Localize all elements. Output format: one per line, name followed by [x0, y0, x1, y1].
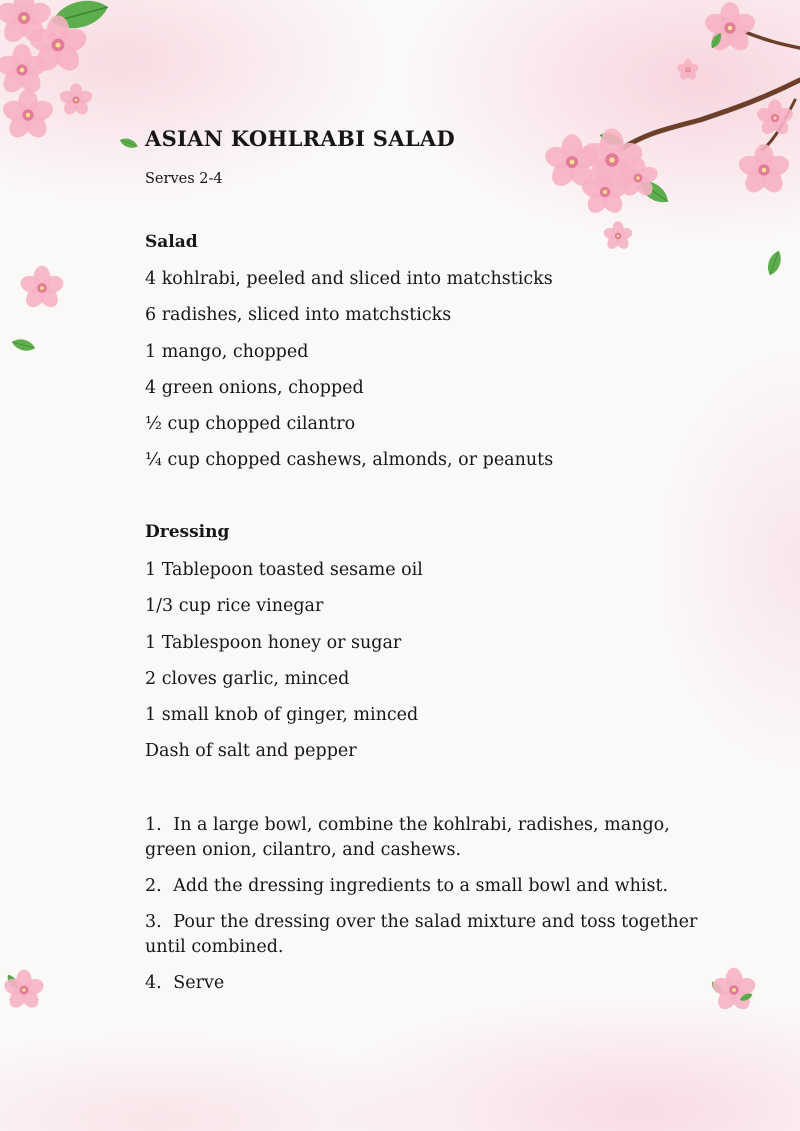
step-text: Pour the dressing over the salad mixture and toss together until combined. [145, 912, 698, 957]
step-text: In a large bowl, combine the kohlrabi, radishes, mango, green onion, cilantro, and cashews. [145, 815, 670, 860]
list-item: 6 radishes, sliced into matchsticks [145, 305, 452, 326]
list-item: 1 Tablepoon toasted sesame oil [145, 560, 423, 580]
step-item [145, 910, 715, 960]
step-number: 1. [145, 815, 162, 835]
salad-heading: Salad [145, 232, 198, 252]
step-item [145, 813, 715, 863]
list-item: ¼ cup chopped cashews, almonds, or peanuts [145, 450, 554, 471]
step-number: 4. [145, 973, 162, 993]
list-item: ½ cup chopped cilantro [145, 414, 356, 435]
step-item [145, 874, 715, 899]
recipe-title: ASIAN KOHLRABI SALAD [145, 126, 456, 151]
step-item [145, 971, 715, 996]
list-item: Dash of salt and pepper [145, 741, 357, 762]
list-item: 1 small knob of ginger, minced [145, 705, 419, 726]
list-item: 1 Tablespoon honey or sugar [145, 632, 402, 653]
step-text: Serve [173, 973, 225, 993]
list-item: 2 cloves garlic, minced [145, 668, 350, 689]
step-text: Add the dressing ingredients to a small bowl and whist. [173, 876, 669, 896]
list-item: 4 kohlrabi, peeled and sliced into matchsticks [145, 269, 553, 289]
serves-info: Serves 2-4 [145, 171, 223, 187]
salad-ingredient-list [145, 267, 553, 485]
instruction-steps [145, 813, 715, 1007]
list-item: 1/3 cup rice vinegar [145, 596, 324, 617]
dressing-ingredient-list [145, 558, 423, 776]
list-item: 1 mango, chopped [145, 341, 309, 362]
step-number: 3. [145, 912, 162, 932]
dressing-heading: Dressing [145, 522, 230, 542]
list-item: 4 green onions, chopped [145, 377, 364, 398]
step-number: 2. [145, 876, 162, 896]
